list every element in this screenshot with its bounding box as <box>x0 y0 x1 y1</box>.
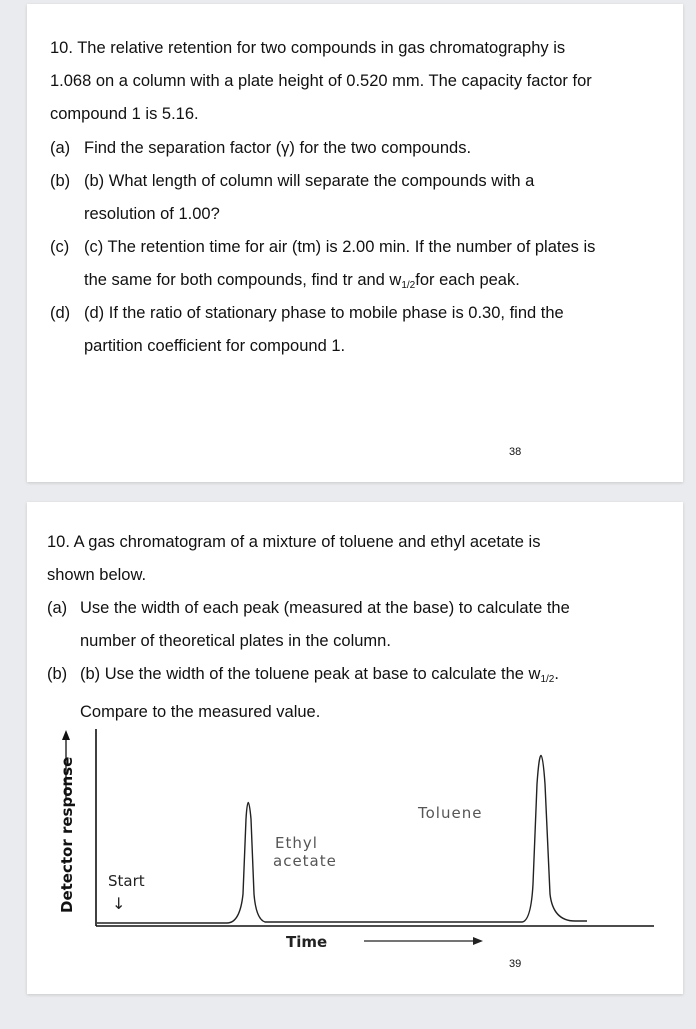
part-text <box>84 297 564 363</box>
part-line-text: the same for both compounds, find tr and w <box>84 271 402 289</box>
y-axis-arrowhead <box>62 730 70 740</box>
part-line-text: (b) Use the width of the toluene peak at base to calculate the w <box>80 665 541 683</box>
subscript: 1/2 <box>540 674 555 685</box>
part-text: Find the separation factor (γ) for the two compounds. <box>84 139 472 157</box>
part-text <box>84 165 534 231</box>
part-label: (a) <box>47 599 68 617</box>
part-line: (b) What length of column will separate the compounds with a <box>84 172 535 190</box>
start-label: Start <box>108 872 145 890</box>
part-label: (c) <box>50 238 70 256</box>
question-line: 10. The relative retention for two compounds in gas chromatography is <box>50 39 566 57</box>
part-line <box>80 658 559 696</box>
x-axis-label: Time <box>286 933 328 951</box>
question-10-intro <box>50 32 592 131</box>
part-line: number of theoretical plates in the column. <box>80 632 391 650</box>
y-axis-label: Detector response <box>58 756 76 913</box>
question-line: compound 1 is 5.16. <box>50 105 199 123</box>
part-line: Compare to the measured value. <box>80 703 321 721</box>
part-line: Use the width of each peak (measured at the base) to calculate the <box>80 599 570 617</box>
x-axis-arrowhead <box>473 937 483 945</box>
subscript: 1/2 <box>401 280 416 291</box>
question-10-intro <box>47 526 540 592</box>
part-a <box>47 592 570 650</box>
page-number: 39 <box>509 958 522 970</box>
question-line: shown below. <box>47 566 147 584</box>
part-c <box>50 231 596 291</box>
part-label: (b) <box>50 172 71 190</box>
chromatogram-trace <box>97 756 587 924</box>
chromatogram-figure <box>27 724 683 964</box>
toluene-label: Toluene <box>418 804 483 822</box>
part-a <box>50 132 472 165</box>
part-line: (d) If the ratio of stationary phase to mobile phase is 0.30, find the <box>84 304 564 322</box>
part-line: (c) The retention time for air (tm) is 2.00 min. If the number of plates is <box>84 238 596 256</box>
part-d <box>50 297 564 355</box>
part-label: (b) <box>47 665 68 683</box>
part-line: resolution of 1.00? <box>84 205 220 223</box>
part-line: partition coefficient for compound 1. <box>84 337 346 355</box>
ethyl-acetate-label-line1: Ethyl <box>275 834 318 852</box>
page-number: 38 <box>509 446 522 458</box>
part-line-text: . <box>554 665 559 683</box>
part-b <box>50 165 535 223</box>
start-arrow-icon: ↓ <box>112 894 126 913</box>
part-b <box>47 658 559 721</box>
part-text <box>84 231 595 302</box>
question-line: 1.068 on a column with a plate height of 0.520 mm. The capacity factor for <box>50 72 592 90</box>
part-line-text: for each peak. <box>415 271 520 289</box>
ethyl-acetate-label-line2: acetate <box>273 852 337 870</box>
part-label: (d) <box>50 304 71 322</box>
part-label: (a) <box>50 139 71 157</box>
slide-page-39 <box>27 502 683 994</box>
slide-page-38 <box>27 4 683 482</box>
part-text <box>80 658 559 729</box>
part-text <box>80 592 570 658</box>
question-line: 10. A gas chromatogram of a mixture of toluene and ethyl acetate is <box>47 533 541 551</box>
